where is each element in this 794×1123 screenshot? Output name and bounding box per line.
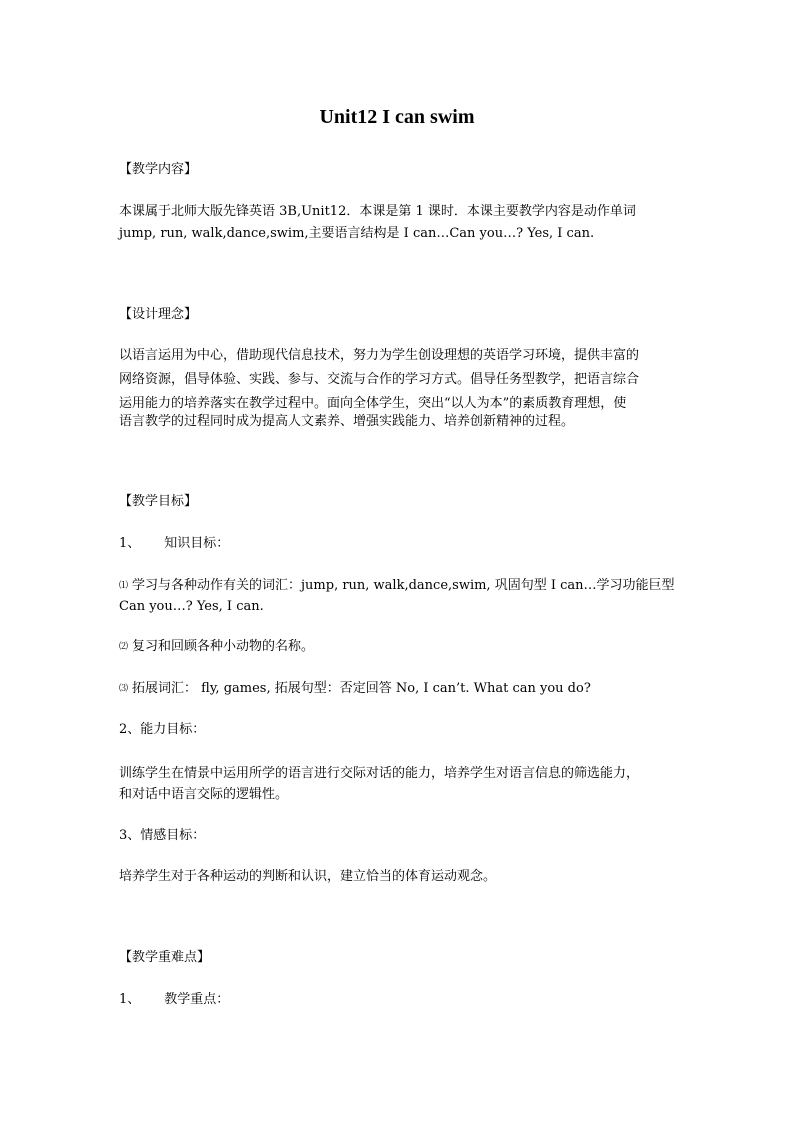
ability-goal-label: 2、能力目标： xyxy=(119,722,206,737)
knowledge-goal-number: 1、 xyxy=(119,536,141,551)
key-point-text: 教学重点： xyxy=(164,992,230,1007)
section-heading-key-points: 【教学重难点】 xyxy=(119,950,211,965)
item-number-2: ⑵ xyxy=(119,642,129,652)
item-number-3: ⑶ xyxy=(119,684,129,694)
knowledge-item-1-line-1 xyxy=(119,576,675,596)
knowledge-goal-text: 知识目标： xyxy=(164,536,230,551)
knowledge-item-2 xyxy=(119,637,314,657)
key-point-label xyxy=(119,990,229,1010)
key-point-number: 1、 xyxy=(119,992,141,1007)
item-number-1: ⑴ xyxy=(119,581,129,591)
ability-text-line-1: 训练学生在情景中运用所学的语言进行交际对话的能力，培养学生对语言信息的筛选能力， xyxy=(119,766,640,781)
emotion-text: 培养学生对于各种运动的判断和认识，建立恰当的体育运动观念。 xyxy=(119,869,497,884)
knowledge-item-3 xyxy=(119,679,591,699)
knowledge-goal-label xyxy=(119,534,229,554)
design-text-line-1: 以语言运用为中心，借助现代信息技术，努力为学生创设理想的英语学习环境，提供丰富的 xyxy=(119,348,640,363)
item-3-text: 拓展词汇： fly, games, 拓展句型：否定回答 No, I can’t. What can you do? xyxy=(132,681,591,696)
content-text-line-1: 本课属于北师大版先锋英语 3B,Unit12．本课是第 1 课时．本课主要教学内容是动作单词 xyxy=(119,204,636,219)
item-2-text: 复习和回顾各种小动物的名称。 xyxy=(132,639,315,654)
knowledge-item-1-line-2: Can you…? Yes, I can. xyxy=(119,599,264,614)
page-title: Unit12 I can swim xyxy=(319,106,475,128)
design-text-line-4: 语言教学的过程同时成为提高人文素养、增强实践能力、培养创新精神的过程。 xyxy=(119,414,575,429)
ability-text-line-2: 和对话中语言交际的逻辑性。 xyxy=(119,787,289,802)
item-1-text: 学习与各种动作有关的词汇：jump, run, walk,dance,swim, 巩固句型 I can…学习功能巨型 xyxy=(132,578,675,593)
design-text-line-3: 运用能力的培养落实在教学过程中。面向全体学生，突出“以人为本”的素质教育理想，使 xyxy=(119,396,627,411)
section-heading-design: 【设计理念】 xyxy=(119,307,198,322)
emotion-goal-label: 3、情感目标： xyxy=(119,828,206,843)
content-text-line-2: jump, run, walk,dance,swim,主要语言结构是 I can…Can you…? Yes, I can. xyxy=(119,226,595,241)
design-text-line-2: 网络资源，倡导体验、实践、参与、交流与合作的学习方式。倡导任务型教学，把语言综合 xyxy=(119,372,640,387)
section-heading-goals: 【教学目标】 xyxy=(119,494,198,509)
section-heading-content: 【教学内容】 xyxy=(119,162,198,177)
